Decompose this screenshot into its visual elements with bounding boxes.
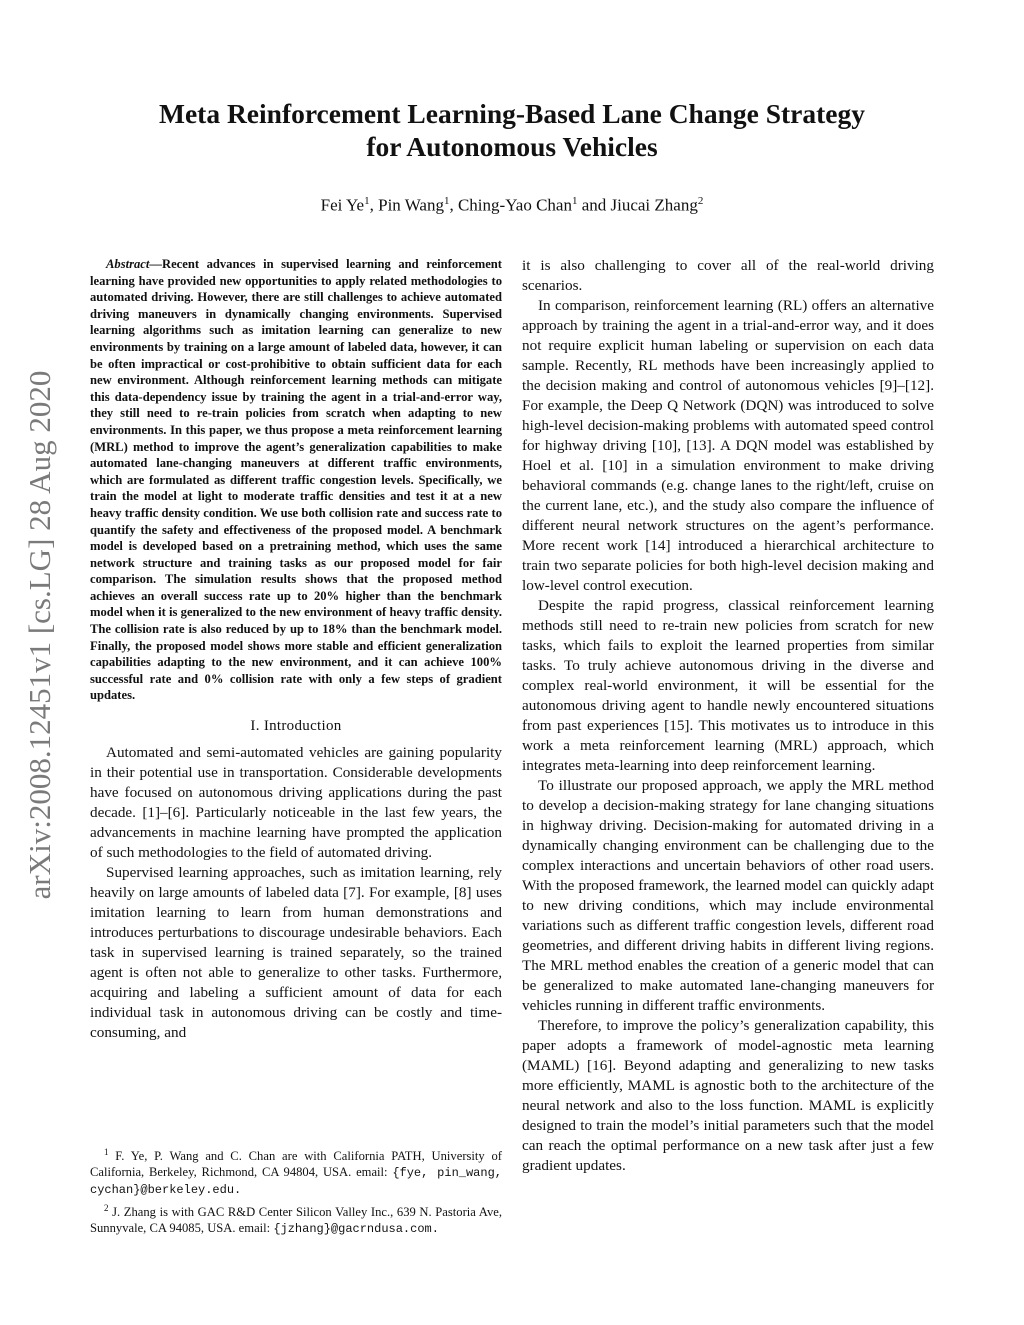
footnote-2	[90, 1200, 502, 1237]
abstract	[90, 256, 502, 704]
author-4-affiliation: 2	[697, 195, 704, 207]
footnote-2-text: J. Zhang is with GAC R&D Center Silicon Valley Inc., 639 N. Pastoria Ave, Sunnyvale, CA 94085, USA. email:	[90, 1205, 502, 1236]
footnote-1-email: {fye, pin_wang, cychan}@berkeley.edu.	[90, 1166, 502, 1198]
footnote-2-email: {jzhang}@gacrndusa.com.	[273, 1222, 439, 1237]
author-2-affiliation: 1	[443, 195, 450, 207]
title-line-1: Meta Reinforcement Learning-Based Lane Change Strategy	[159, 98, 865, 129]
author-4: and Jiucai Zhang	[577, 195, 698, 215]
abstract-text: —Recent advances in supervised learning and reinforcement learning have provided new opportunities to apply related methodologies to automated driving. However, there are still challenges to achieve automated driving maneuvers in dynamically changing environments. Supervised learning algorithms such as imitation learning can generalize to new environments by training on a large amount of labeled data, however, it can be often impractical or cost-prohibitive to obtain sufficient data for each new environment. Although reinforcement learning methods can mitigate this data-dependency issue by training the agent in a trial-and-error way, they still need to re-train policies from scratch when adapting to new environments. In this paper, we thus propose a meta reinforcement learning (MRL) method to improve the agent’s generalization capabilities to make automated lane-changing maneuvers at different traffic environments, which are formulated as different traffic congestion levels. Specifically, we train the model at light to moderate traffic densities and test it at a new heavy traffic density condition. We use both collision rate and success rate to quantify the safety and effectiveness of the proposed model. A benchmark model is developed based on a pretraining method, which uses the same network structure and training tasks as our proposed model for fair comparison. The simulation results shows that the proposed method achieves an overall success rate up to 20% higher than the benchmark model when it is generalized to the new environment of heavy traffic density. The collision rate is also reduced by up to 18% than the benchmark model. Finally, the proposed model shows more stable and efficient generalization capabilities adapting to the new environment, and it can achieve 100% successful rate and 0% collision rate with only a few steps of gradient updates.	[90, 257, 502, 703]
author-list	[100, 190, 924, 217]
section-heading-introduction: I. Introduction	[250, 718, 342, 735]
title-line-2: for Autonomous Vehicles	[366, 131, 658, 162]
right-paragraph-3: Despite the rapid progress, classical reinforcement learning methods still need to re-train new policies from scratch for new tasks, which fails to exploit the learned properties from similar tasks. To truly achieve autonomous driving in the diverse and complex real-world environment, it will be essential for the autonomous driving agent to handle newly encountered situations from past experiences [15]. This motivates us to introduce in this work a meta reinforcement learning (MRL) approach, which integrates meta-learning into deep reinforcement learning.	[522, 597, 934, 774]
author-1: Fei Ye	[320, 195, 365, 215]
author-3-affiliation: 1	[571, 195, 578, 207]
author-2: , Pin Wang	[369, 195, 444, 215]
right-paragraph-2: In comparison, reinforcement learning (RL) offers an alternative approach by training the agent in a trial-and-error way, and it does not require explicit human labeling or supervision on each data sample. Recently, RL methods have been increasingly applied to the decision making and control of autonomous vehicles [9]–[12]. For example, the Deep Q Network (DQN) was introduced to solve high-level decision-making problems with automated speed control for highway driving [10], [13]. A DQN model was established by Hoel et al. [10] in a simulation environment to make driving behavioral commands (e.g. change lanes to the right/left, cruise on the current lane, etc.), and the study also compare the influence of different neural network structures on the agent’s performance. More recent work [14] introduced a hierarchical architecture to train two separate policies for both high-level decision making and low-level control execution.	[522, 297, 934, 594]
author-1-affiliation: 1	[364, 195, 370, 207]
right-column	[522, 256, 934, 1176]
right-paragraph-1: it is also challenging to cover all of the real-world driving scenarios.	[522, 257, 934, 294]
author-3: , Ching-Yao Chan	[449, 195, 572, 215]
right-paragraph-5: Therefore, to improve the policy’s generalization capability, this paper adopts a framework of model-agnostic meta learning (MAML) [16]. Beyond adapting and generalizing to new tasks more efficiently, MAML is agnostic both to the architecture of the neural network and also to the loss function. MAML is explicitly designed to train the model’s initial parameters such that the model can reach the optimal performance on a new task after just a few gradient updates.	[522, 1017, 934, 1174]
footnote-1-mark: 1	[104, 1147, 109, 1157]
footnote-1	[90, 1144, 502, 1198]
right-paragraph-4: To illustrate our proposed approach, we apply the MRL method to develop a decision-making strategy for lane changing situations in highway driving. Decision-making for automated driving in a dynamically changing environment can be challenging due to the complex interactions and uncertain behaviors of other road users. With the proposed framework, the learned model can quickly adapt to new driving conditions, which may include environmental variations such as different traffic congestion levels, different road geometries, and different driving habits in different living regions. The MRL method enables the creation of a generic model that can be generalized to make automated lane-changing maneuvers for vehicles running in different traffic environments.	[522, 777, 934, 1014]
left-column	[90, 256, 502, 1043]
abstract-lead: Abstract	[106, 257, 150, 271]
footnotes	[90, 1144, 502, 1239]
footnote-2-mark: 2	[104, 1203, 109, 1214]
footnote-1-text: F. Ye, P. Wang and C. Chan are with California PATH, University of California, Berkeley, Richmond, CA 94804, USA. email:	[90, 1149, 502, 1180]
arxiv-side-stamp: arXiv:2008.12451v1 [cs.LG] 28 Aug 2020	[22, 370, 57, 900]
paper-title	[100, 97, 924, 163]
intro-paragraph-2: Supervised learning approaches, such as imitation learning, rely heavily on large amounts of labeled data [7]. For example, [8] uses imitation learning to learn from human demonstrations and introduces perturbations to discourage undesirable behaviors. Each task in supervised learning is trained separately, so the trained agent is often not able to generalize to other tasks. Furthermore, acquiring and labeling a sufficient amount of data for each individual task in autonomous driving can be costly and time-consuming, and	[90, 864, 502, 1042]
intro-paragraph-1: Automated and semi-automated vehicles are gaining popularity in their potential use in transportation. Considerable developments have focused on autonomous driving applications during the past decade. [1]–[6]. Particularly noticeable in the last few years, the advancements in machine learning have prompted the application of such methodologies to the field of automated driving.	[90, 744, 502, 862]
